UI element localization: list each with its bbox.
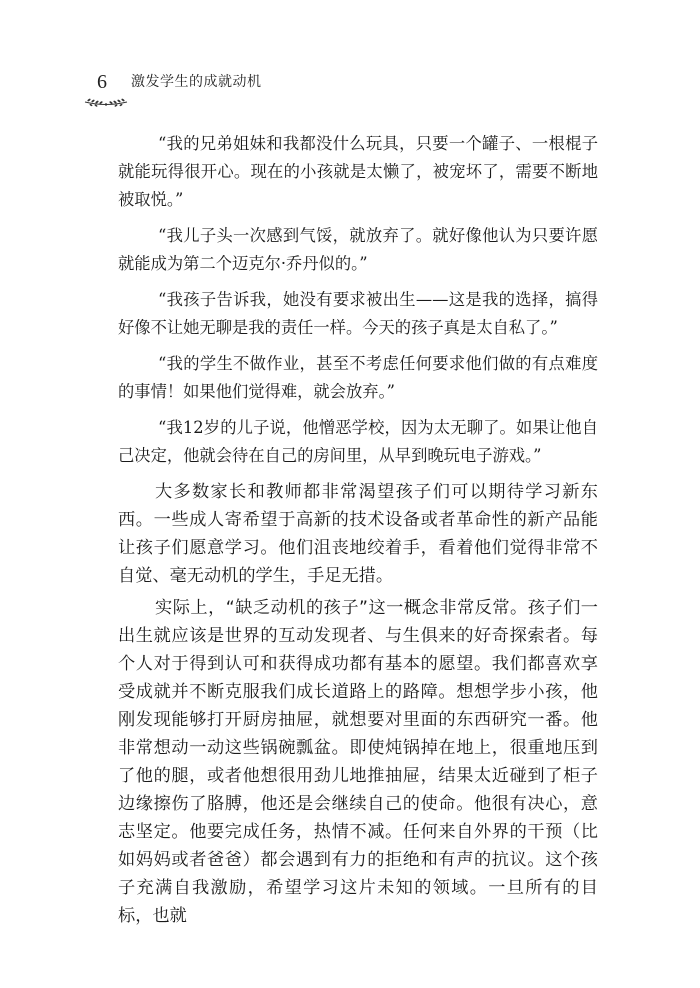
body-paragraph: 实际上，“缺乏动机的孩子”这一概念非常反常。孩子们一出生就应该是世界的互动发现者、与生俱来的好奇探索者。每个人对于得到认可和获得成功都有基本的愿望。我们都喜欢享受成就并不断克服我们成长道路上的路障。想想学步小孩，他刚发现能够打开厨房抽屉，就想要对里面的东西研究一番。他非常想动一动这些锅碗瓢盆。即使炖锅掉在地上，很重地压到了他的腿，或者他想很用劲儿地推抽屉，结果太近碰到了柜子边缘擦伤了胳膊，他还是会继续自己的使命。他很有决心，意志坚定。他要完成任务，热情不减。任何来自外界的干预（比如妈妈或者爸爸）都会遇到有力的拒绝和有声的抗议。这个孩子充满自我激励，希望学习这片未知的领域。一旦所有的目标，也就 xyxy=(118,598,598,926)
quote-item: “我孩子告诉我，她没有要求被出生——这是我的选择，搞得好像不让她无聊是我的责任一样。今天的孩子真是太自私了。” xyxy=(118,290,598,337)
quote-item: “我的学生不做作业，甚至不考虑任何要求他们做的有点难度的事情！如果他们觉得难，就会放弃。” xyxy=(118,354,598,401)
page-number: 6 xyxy=(97,71,107,93)
running-title: 激发学生的成就动机 xyxy=(131,74,262,90)
quote-item: “我12岁的儿子说，他憎恶学校，因为太无聊了。如果让他自己决定，他就会待在自己的房间里，从早到晚玩电子游戏。” xyxy=(118,418,598,465)
body-paragraph: 大多数家长和教师都非常渴望孩子们可以期待学习新东西。一些成人寄希望于高新的技术设备或者革命性的新产品能让孩子们愿意学习。他们沮丧地绞着手，看着他们觉得非常不自觉、毫无动机的学生，手足无措。 xyxy=(118,482,598,586)
quote-list xyxy=(118,130,598,478)
body-text xyxy=(118,478,598,934)
quote-item: “我的兄弟姐妹和我都没什么玩具，只要一个罐子、一根棍子就能玩得很开心。现在的小孩就是太懒了，被宠坏了，需要不断地被取悦。” xyxy=(118,134,598,209)
page-header xyxy=(83,70,643,130)
quote-item: “我儿子头一次感到气馁，就放弃了。就好像他认为只要许愿就能成为第二个迈克尔·乔丹似的。” xyxy=(118,226,598,273)
laurel-ornament-icon xyxy=(83,94,129,108)
